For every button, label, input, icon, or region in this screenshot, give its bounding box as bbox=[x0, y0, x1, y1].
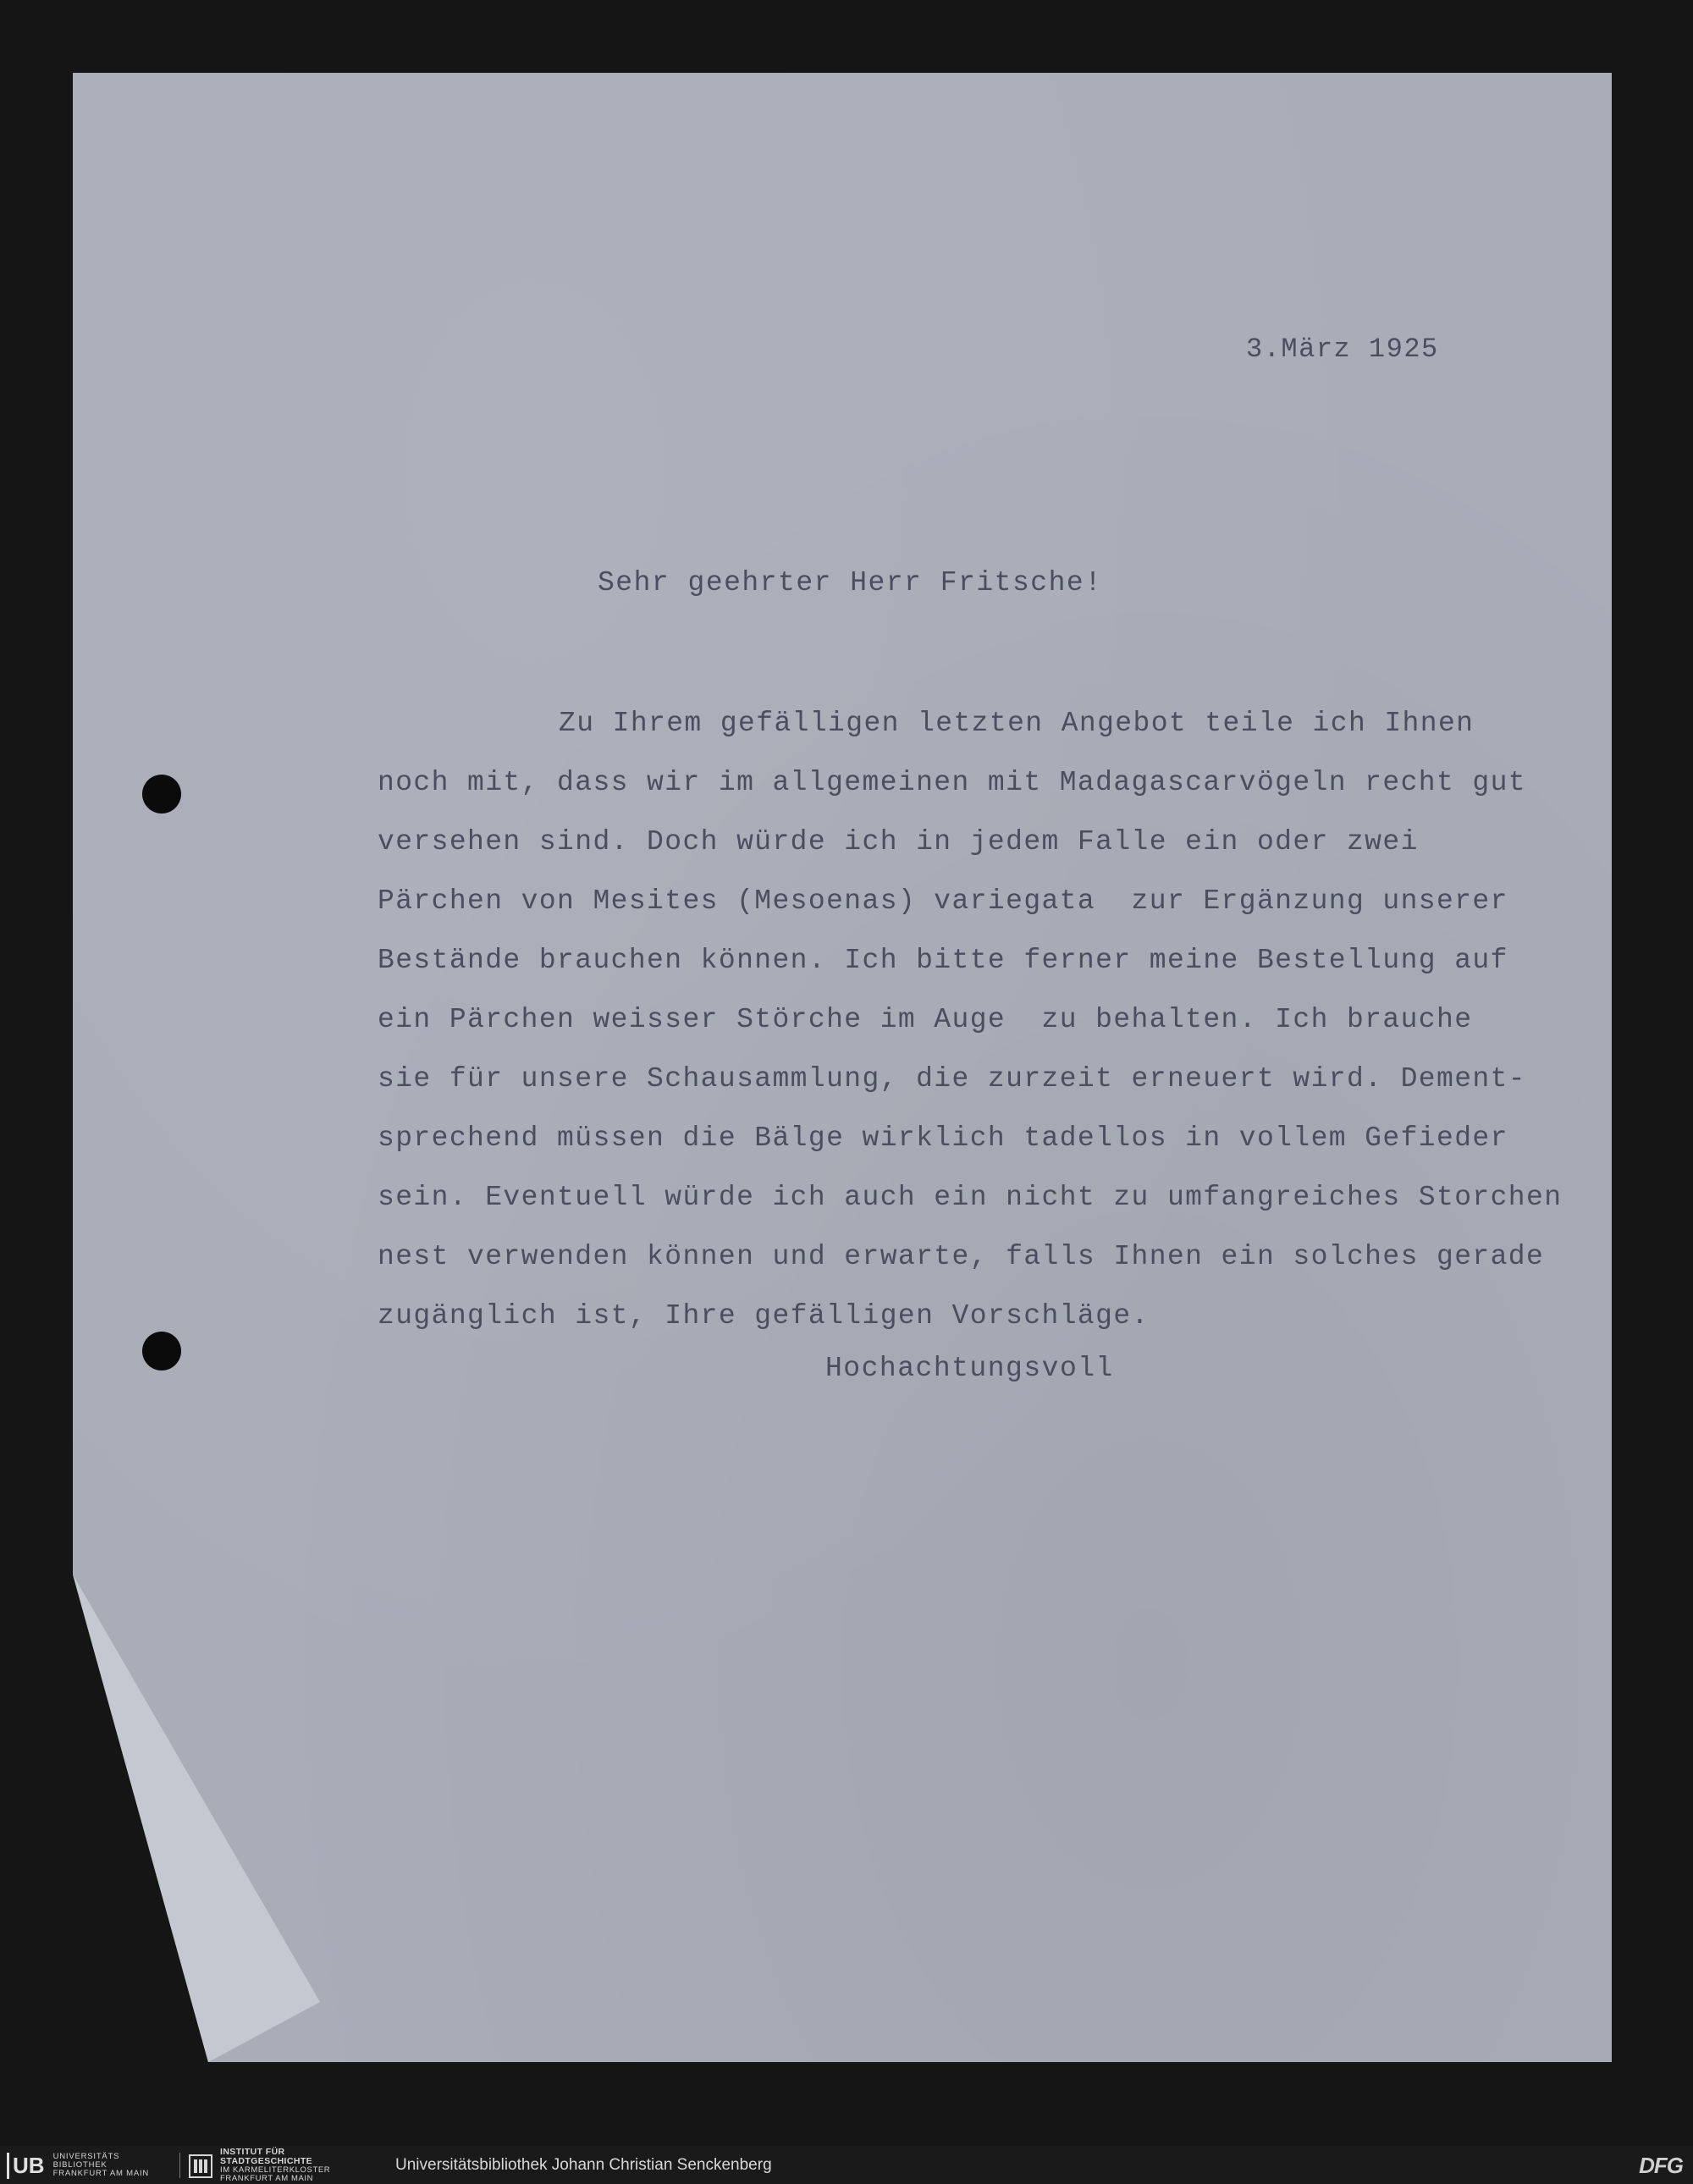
institute-logo[interactable] bbox=[188, 2147, 331, 2183]
body-line: Bestände brauchen können. Ich bitte ferner meine Bestellung auf bbox=[378, 945, 1508, 976]
inst-text-line: STADTGESCHICHTE bbox=[220, 2156, 313, 2166]
punch-hole-bottom bbox=[142, 1332, 181, 1371]
ub-text-line: BIBLIOTHEK bbox=[52, 2160, 108, 2170]
inst-text-line: IM KARMELITERKLOSTER bbox=[220, 2165, 331, 2175]
body-line: sie für unsere Schausammlung, die zurzeit erneuert wird. Dement- bbox=[378, 1063, 1527, 1095]
body-line: Zu Ihrem gefälligen letzten Angebot teile ich Ihnen bbox=[559, 708, 1475, 739]
dfg-logo[interactable]: DFG bbox=[1639, 2153, 1683, 2178]
letter-closing: Hochachtungsvoll bbox=[825, 1353, 1114, 1384]
library-title: Universitätsbibliothek Johann Christian Senckenberg bbox=[395, 2156, 772, 2174]
ub-text-line: UNIVERSITÄTS bbox=[52, 2152, 120, 2161]
archive-footer bbox=[0, 2146, 1693, 2184]
body-line: Pärchen von Mesites (Mesoenas) variegata zur Ergänzung unserer bbox=[378, 885, 1508, 917]
ub-logo-text bbox=[53, 2153, 150, 2178]
institute-logo-text bbox=[220, 2148, 330, 2183]
body-line: noch mit, dass wir im allgemeinen mit Madagascarvögeln recht gut bbox=[378, 767, 1527, 798]
body-line: ein Pärchen weisser Störche im Auge zu behalten. Ich brauche bbox=[378, 1004, 1473, 1035]
body-line: nest verwenden können und erwarte, falls Ihnen ein solches gerade bbox=[378, 1241, 1545, 1272]
letter-salutation: Sehr geehrter Herr Fritsche! bbox=[598, 567, 1103, 598]
institute-emblem-icon bbox=[188, 2152, 213, 2179]
punch-hole-top bbox=[142, 775, 181, 813]
ub-text-line: FRANKFURT AM MAIN bbox=[52, 2169, 150, 2178]
ub-logo[interactable] bbox=[7, 2151, 149, 2180]
inst-text-line: INSTITUT FÜR bbox=[220, 2147, 285, 2157]
body-line: sein. Eventuell würde ich auch ein nicht zu umfangreiches Storchen bbox=[378, 1182, 1563, 1213]
body-line: versehen sind. Doch würde ich in jedem Falle ein oder zwei bbox=[378, 826, 1419, 858]
ub-mark: UB bbox=[7, 2153, 45, 2179]
body-line: zugänglich ist, Ihre gefälligen Vorschläge. bbox=[378, 1300, 1150, 1332]
inst-text-line: FRANKFURT AM MAIN bbox=[220, 2174, 314, 2183]
letter-date: 3.März 1925 bbox=[1246, 334, 1439, 365]
footer-divider bbox=[179, 2153, 180, 2178]
body-line: sprechend müssen die Bälge wirklich tadellos in vollem Gefieder bbox=[378, 1122, 1508, 1154]
